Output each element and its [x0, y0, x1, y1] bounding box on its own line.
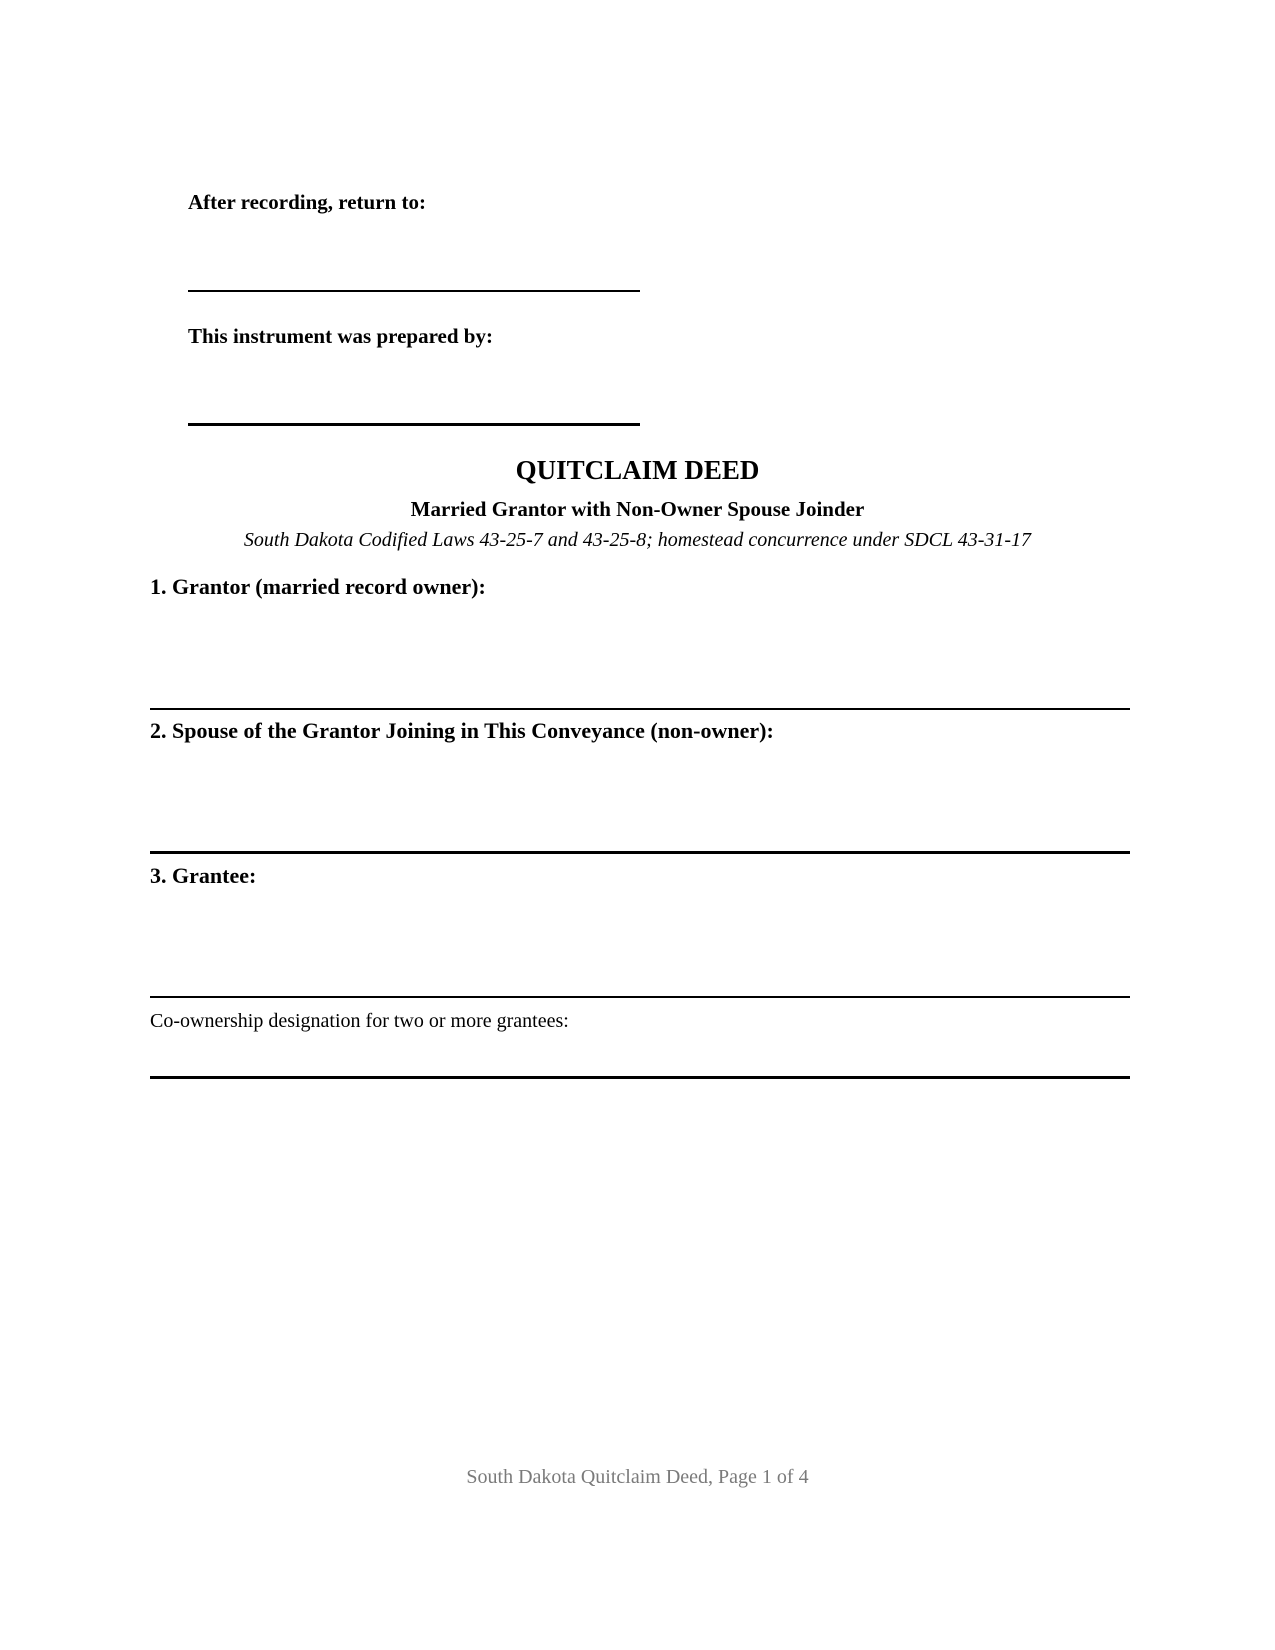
document-title: QUITCLAIM DEED: [515, 455, 760, 485]
return-to-line[interactable]: [188, 290, 640, 292]
document-subtitle: Married Grantor with Non-Owner Spouse Joinder: [410, 497, 865, 521]
spouse-line[interactable]: [150, 851, 1130, 854]
statute-citation: South Dakota Codified Laws 43-25-7 and 43-25-8; homestead concurrence under SDCL 43-31-17: [243, 529, 1032, 551]
prepared-by-line[interactable]: [188, 423, 640, 426]
page-footer: South Dakota Quitclaim Deed, Page 1 of 4: [466, 1466, 809, 1488]
coownership-line[interactable]: [150, 1076, 1130, 1079]
coownership-label: Co-ownership designation for two or more grantees:: [150, 1010, 569, 1032]
prepared-by-label: This instrument was prepared by:: [188, 324, 493, 348]
grantee-line[interactable]: [150, 996, 1130, 998]
grantee-heading: 3. Grantee:: [150, 863, 257, 888]
grantor-heading: 1. Grantor (married record owner):: [150, 574, 486, 599]
grantor-line[interactable]: [150, 708, 1130, 710]
spouse-heading: 2. Spouse of the Grantor Joining in This Conveyance (non-owner):: [150, 718, 774, 743]
return-to-label: After recording, return to:: [188, 190, 426, 214]
